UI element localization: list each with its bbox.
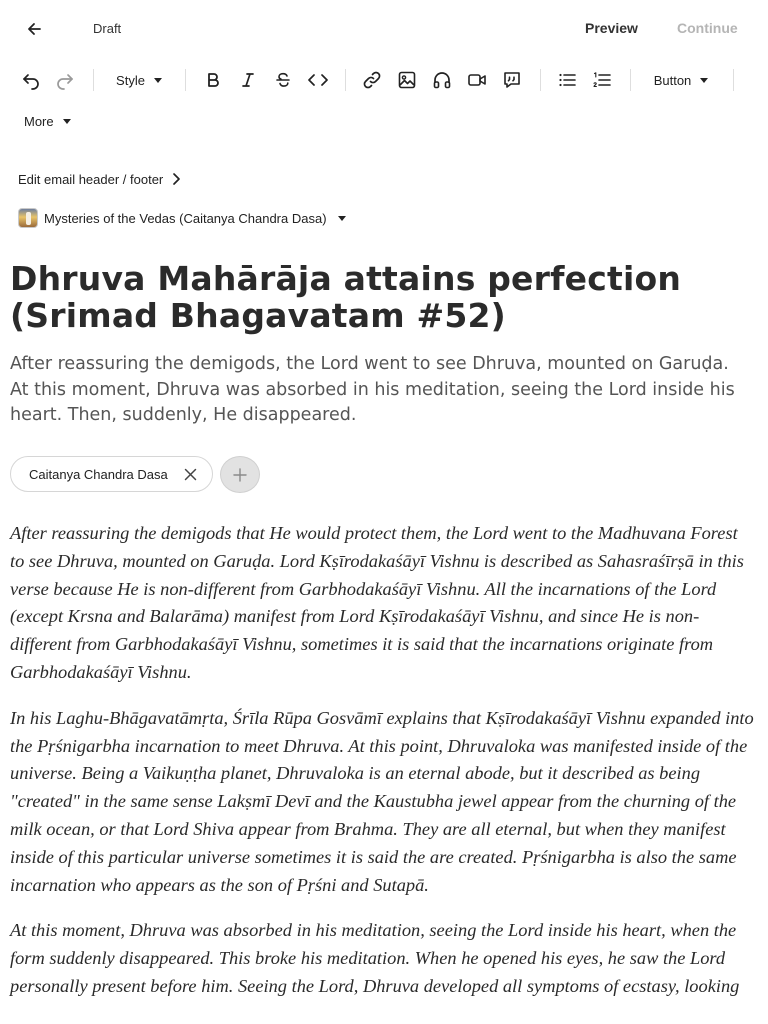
author-name: Caitanya Chandra Dasa bbox=[29, 466, 168, 482]
remove-author-button[interactable] bbox=[183, 467, 197, 481]
publication-selector[interactable] bbox=[18, 208, 346, 228]
draft-status-label: Draft bbox=[93, 21, 122, 36]
toolbar-divider bbox=[185, 69, 186, 91]
audio-button[interactable] bbox=[431, 68, 453, 92]
author-chip bbox=[10, 456, 213, 492]
more-dropdown-label: More bbox=[24, 113, 54, 129]
bold-button[interactable] bbox=[202, 68, 224, 92]
button-dropdown[interactable] bbox=[650, 68, 712, 92]
continue-button[interactable]: Continue bbox=[677, 20, 738, 36]
post-subtitle[interactable]: After reassuring the demigods, the Lord went to see Dhruva, mounted on Garuḍa. At this moment, Dhruva was absorbed in his meditation, seeing the Lord inside his heart. Then, suddenly, He disappeared. bbox=[10, 354, 735, 425]
caret-down-icon bbox=[154, 78, 162, 83]
toolbar-divider bbox=[630, 69, 631, 91]
back-button[interactable] bbox=[22, 17, 46, 41]
more-dropdown[interactable] bbox=[24, 112, 71, 130]
video-button[interactable] bbox=[466, 68, 488, 92]
edit-email-header-footer-link[interactable] bbox=[18, 170, 181, 188]
body-paragraph: In his Laghu-Bhāgavatāmṛta, Śrīla Rūpa Gosvāmī explains that Kṣīrodakaśāyī Vishnu expanded into the Pṛśnigarbha incarnation to meet Dhruva. At this point, Dhruvaloka was manifested inside of the universe. Being a Vaikuṇṭha planet, Dhruvaloka is an eternal abode, but it described as being "created" in the same sense Lakṣmī Devī and the Kaustubha jewel appear from the churning of the milk ocean, or that Lord Shiva appear from Brahma. They are all eternal, but when they manifest inside of this particular universe sometimes it is said the are created. Pṛśnigarbha is also the same incarnation who appears as the son of Pṛśni and Sutapā. bbox=[10, 707, 754, 895]
code-button[interactable] bbox=[306, 68, 330, 92]
body-paragraph: At this moment, Dhruva was absorbed in his meditation, seeing the Lord inside his heart, when the form suddenly disappeared. This broke his meditation. When he opened his eyes, he saw the Lord personally present before him. Seeing the Lord, Dhruva developed all symptoms of ecstasy, looking bbox=[10, 920, 740, 996]
plus-icon bbox=[232, 467, 248, 483]
toolbar-divider bbox=[733, 69, 734, 91]
undo-icon bbox=[21, 70, 41, 90]
undo-button[interactable] bbox=[20, 68, 42, 92]
caret-down-icon bbox=[700, 78, 708, 83]
add-author-button[interactable] bbox=[220, 456, 260, 493]
italic-button[interactable] bbox=[237, 68, 259, 92]
chevron-right-icon bbox=[171, 172, 181, 186]
post-title[interactable]: Dhruva Mahārāja attains perfection (Srimad Bhagavatam #52) bbox=[10, 259, 682, 335]
code-icon bbox=[308, 71, 328, 89]
close-icon bbox=[184, 468, 197, 481]
body-paragraph: After reassuring the demigods that He would protect them, the Lord went to the Madhuvana Forest to see Dhruva, mounted on Garuḍa. Lord Kṣīrodakaśāyī Vishnu is described as Sahasraśīrṣā in this verse because He is non-different from Garbhodakaśāyī Vishnu. All the incarnations of the Lord (except Krsna and Balarāma) manifest from Lord Kṣīrodakaśāyī Vishnu, and since He is non-different from Garbhodakaśāyī Vishnu, sometimes it is said that the incarnations originate from Garbhodakaśāyī Vishnu. bbox=[10, 523, 744, 682]
publication-logo bbox=[18, 208, 38, 228]
headphones-icon bbox=[432, 70, 452, 90]
toolbar-divider bbox=[93, 69, 94, 91]
formatting-toolbar bbox=[0, 58, 768, 102]
link-button[interactable] bbox=[361, 68, 383, 92]
arrow-left-icon bbox=[26, 21, 42, 37]
strikethrough-icon bbox=[274, 71, 292, 89]
style-dropdown-label: Style bbox=[116, 72, 145, 88]
toolbar-divider bbox=[345, 69, 346, 91]
publication-name: Mysteries of the Vedas (Caitanya Chandra Dasa) bbox=[44, 210, 327, 226]
caret-down-icon bbox=[63, 119, 71, 124]
edit-email-header-footer-label: Edit email header / footer bbox=[18, 171, 164, 187]
style-dropdown[interactable] bbox=[114, 68, 164, 92]
toolbar-divider bbox=[540, 69, 541, 91]
numbered-list-icon bbox=[592, 70, 612, 90]
preview-button[interactable]: Preview bbox=[585, 20, 638, 36]
post-body-editor[interactable] bbox=[10, 520, 754, 1019]
caret-down-icon bbox=[338, 216, 346, 221]
strikethrough-button[interactable] bbox=[272, 68, 294, 92]
italic-icon bbox=[239, 71, 257, 89]
redo-button[interactable] bbox=[54, 68, 76, 92]
image-button[interactable] bbox=[396, 68, 418, 92]
redo-icon bbox=[55, 70, 75, 90]
button-dropdown-label: Button bbox=[653, 72, 692, 88]
video-icon bbox=[467, 70, 487, 90]
link-icon bbox=[362, 70, 382, 90]
numbered-list-button[interactable] bbox=[591, 68, 613, 92]
bullet-list-button[interactable] bbox=[556, 68, 578, 92]
image-icon bbox=[397, 70, 417, 90]
bullet-list-icon bbox=[557, 70, 577, 90]
quote-icon bbox=[502, 70, 522, 90]
quote-button[interactable] bbox=[501, 68, 523, 92]
top-bar bbox=[0, 0, 768, 58]
bold-icon bbox=[204, 71, 222, 89]
